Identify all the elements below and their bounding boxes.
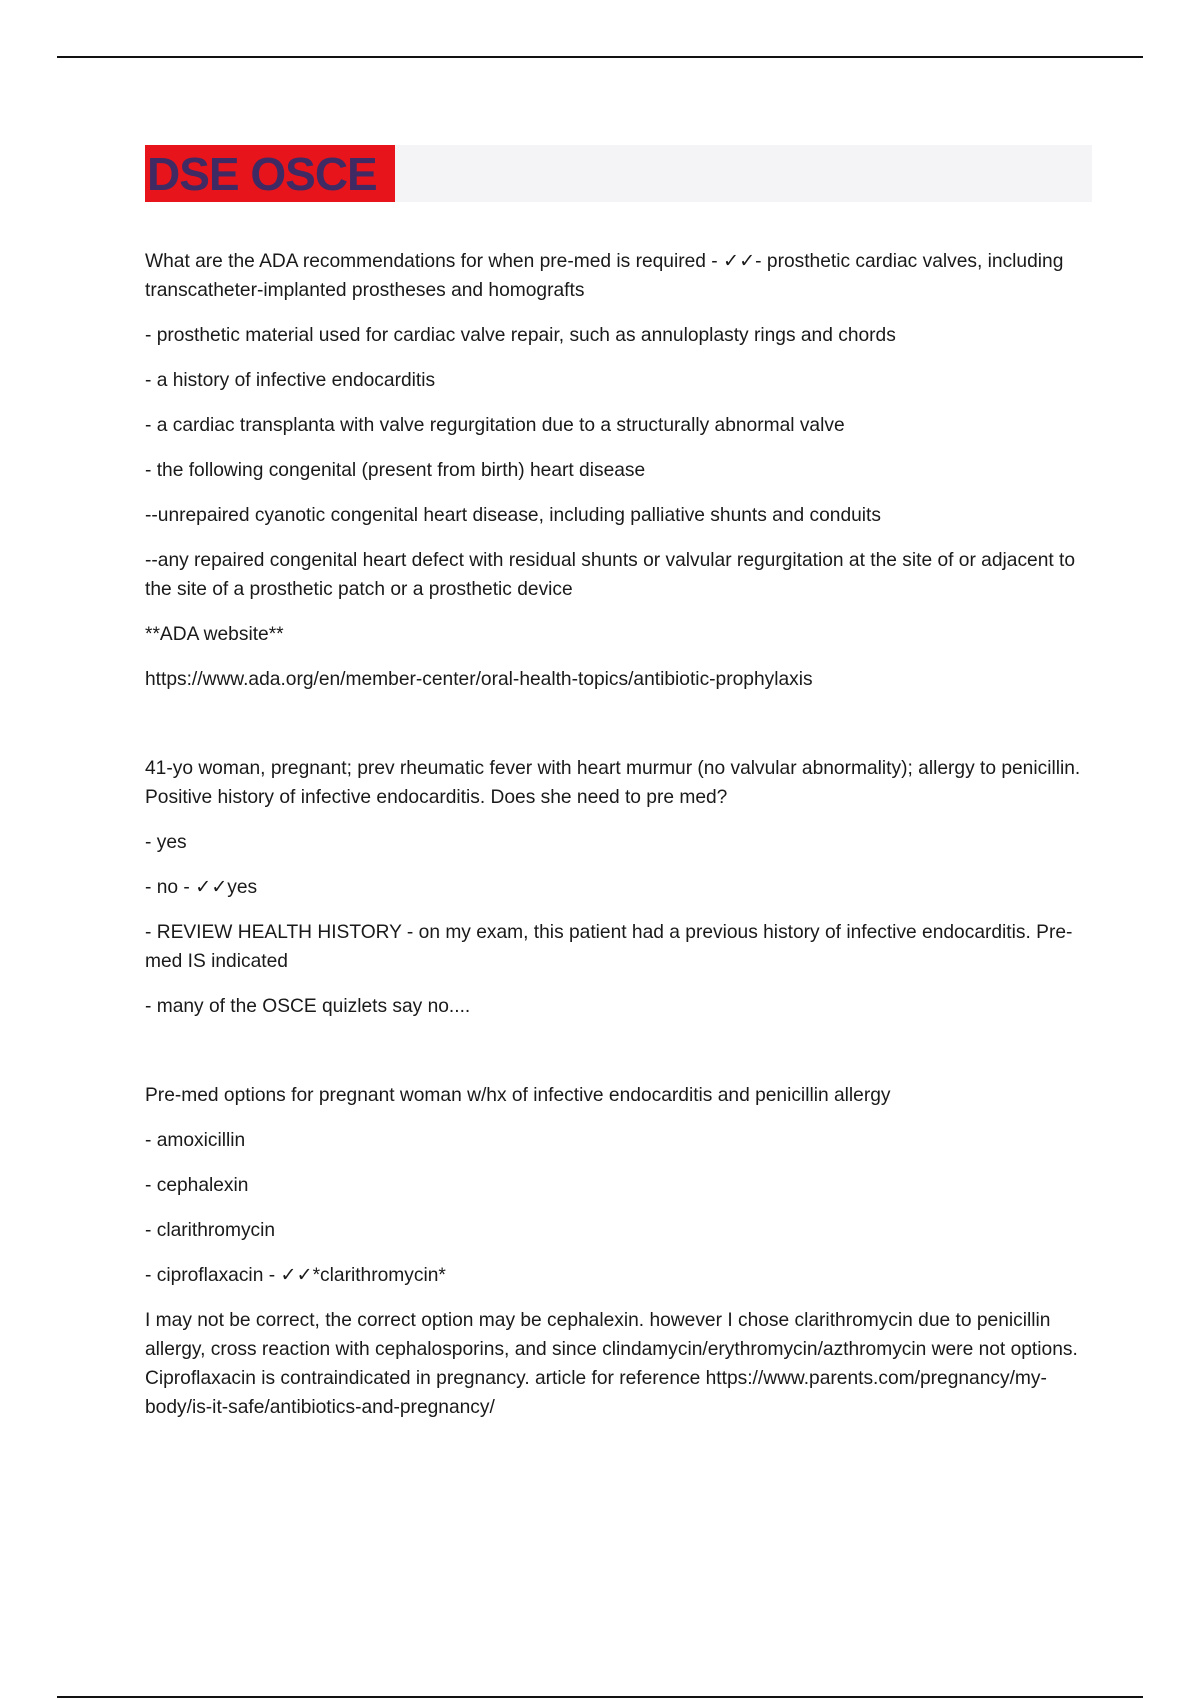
question-1: What are the ADA recommendations for when pre-med is required - ✓✓- prosthetic cardiac valves, including transcatheter-implanted prostheses and homografts — [145, 251, 1064, 301]
list-item: - a cardiac transplanta with valve regurgitation due to a structurally abnormal valve — [145, 415, 845, 436]
list-item: - prosthetic material used for cardiac valve repair, such as annuloplasty rings and chords — [145, 325, 896, 346]
list-item: - the following congenital (present from birth) heart disease — [145, 460, 646, 481]
document-body — [145, 247, 1085, 1438]
list-item: - REVIEW HEALTH HISTORY - on my exam, this patient had a previous history of infective endocarditis. Pre-med IS indicated — [145, 922, 1073, 972]
list-item: --any repaired congenital heart defect with residual shunts or valvular regurgitation at the site of or adjacent to the site of a prosthetic patch or a prosthetic device — [145, 550, 1076, 600]
list-item: - cephalexin — [145, 1175, 249, 1196]
top-rule — [57, 56, 1143, 58]
list-item: - a history of infective endocarditis — [145, 370, 436, 391]
list-item: - ciproflaxacin - ✓✓*clarithromycin* — [145, 1265, 446, 1286]
question-3: Pre-med options for pregnant woman w/hx of infective endocarditis and penicillin allergy — [145, 1085, 891, 1106]
list-item: **ADA website** — [145, 624, 284, 645]
bottom-rule — [57, 1696, 1143, 1698]
list-item: - amoxicillin — [145, 1130, 246, 1151]
list-item: - no - ✓✓yes — [145, 877, 258, 898]
list-item: - many of the OSCE quizlets say no.... — [145, 996, 471, 1017]
reference-link[interactable]: https://www.ada.org/en/member-center/oral-health-topics/antibiotic-prophylaxis — [145, 669, 813, 690]
list-item: - yes — [145, 832, 187, 853]
section-gap — [145, 710, 1085, 754]
explanation-text: I may not be correct, the correct option may be cephalexin. however I chose clarithromycin due to penicillin allergy, cross reaction with cephalosporins, and since clindamycin/erythromycin/azthromycin were not options. Ciproflaxacin is contraindicated in pregnancy. article for reference https://www.parents.com/pregnancy/my-body/is-it-safe/antibiotics-and-pregnancy/ — [145, 1310, 1078, 1418]
list-item: --unrepaired cyanotic congenital heart disease, including palliative shunts and conduits — [145, 505, 881, 526]
page-title: DSE OSCE — [147, 148, 377, 200]
list-item: - clarithromycin — [145, 1220, 276, 1241]
section-gap — [145, 1037, 1085, 1081]
question-2: 41-yo woman, pregnant; prev rheumatic fever with heart murmur (no valvular abnormality); allergy to penicillin. Positive history of infective endocarditis. Does she need to pre med? — [145, 758, 1081, 808]
